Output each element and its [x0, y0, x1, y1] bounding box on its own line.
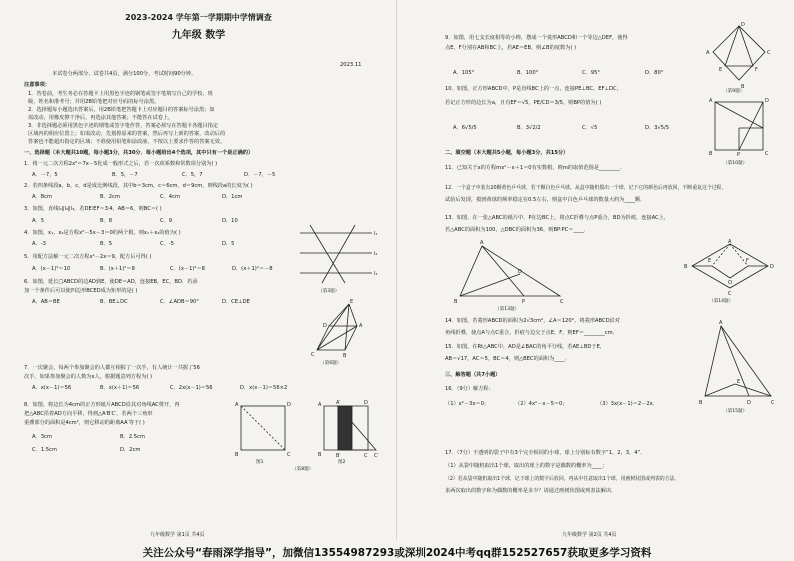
- question-16: 16．（9分）解方程：: [445, 386, 494, 392]
- svg-text:D: D: [747, 400, 751, 406]
- question-17-line4: 求两次取出的数字和为偶数的概率是多少？请通过画树状图或列表法解决．: [445, 488, 617, 494]
- svg-text:E: E: [719, 67, 723, 73]
- svg-text:C: C: [771, 400, 775, 406]
- q4-option-a: A．-3: [32, 241, 46, 247]
- section3-heading: 三、解答题（共7小题）: [445, 372, 501, 378]
- svg-text:D: D: [765, 98, 769, 104]
- question-6-line2: 加一个条件后可以使四边形BCED成为矩形的是( ): [24, 288, 138, 294]
- svg-text:A: A: [728, 239, 732, 245]
- question-5: 5．用配方法解一元二次方程x²－2x＝9，配方后可得( ): [24, 254, 152, 260]
- question-8-line3: 重叠部分的面积是4cm²，则它移动的距离AA′等于( ): [24, 420, 145, 426]
- question-8-line1: 8．如图，将边长为4cm的正方形纸片ABCD沿其对角线AC剪开，再: [24, 402, 180, 408]
- question-17-line1: 17．（7分）不透明的袋子中有3个完全相同的小球，球上分别标有数字“1，2，3，4”．: [445, 450, 646, 456]
- svg-text:O: O: [728, 280, 732, 286]
- svg-text:D: D: [287, 402, 291, 408]
- notice-line: 3．非选择题必须用黑色字迹的钢笔或签字笔作答，答案必须写在答题卡各题目指定: [28, 123, 219, 129]
- figure-q9: [705, 22, 775, 90]
- svg-text:A: A: [480, 240, 484, 246]
- q3-option-c: C．9: [160, 218, 173, 224]
- exam-page-right: [397, 0, 794, 561]
- notice-line: 区域内的相应位置上；如需改动，先划掉原来的答案，然后再写上新的答案，改动后的: [28, 131, 226, 137]
- figure-q8-caption: （第8题）: [292, 467, 314, 472]
- figure-q13: [452, 240, 572, 305]
- svg-text:C: C: [364, 453, 368, 459]
- svg-text:D: D: [364, 400, 368, 406]
- svg-text:B: B: [318, 452, 322, 458]
- q7-option-b: B．x(x＋1)＝56: [100, 385, 140, 391]
- q16-part-3: （3）3x(x－1)＝2－2x．: [597, 401, 658, 407]
- question-13-line2: 若△ABC的面积为100，△DBC的面积为36，则BP∶PC＝____．: [445, 227, 589, 233]
- notice-line: 需改动，用橡皮擦干净后，再选涂其他答案；不能答在试卷上。: [28, 115, 174, 121]
- promo-banner: 关注公众号“春雨深学指导”，加微信13554987293或深圳2024中考qq群152527657获取更多学习资料: [142, 547, 652, 559]
- svg-text:F: F: [746, 258, 749, 264]
- svg-text:A′: A′: [336, 400, 341, 406]
- q6-option-b: B．BE⊥DC: [100, 299, 128, 305]
- exam-subtitle: 九年级 数学: [171, 30, 226, 41]
- svg-text:D: D: [770, 264, 774, 270]
- notice-title: 注意事项：: [24, 82, 50, 88]
- q8-option-b: B．2.5cm: [120, 434, 145, 440]
- q10-option-a: A．6√5/5: [453, 125, 477, 131]
- question-13-line1: 13．如图，在一张△ABC的纸片中，P在边BC上，将点C折叠与点P重合，BD为折痕，连接AC上，: [445, 215, 670, 221]
- exam-title: 2023-2024 学年第一学期期中学情调查: [125, 13, 272, 22]
- q5-option-a: A．(x－1)²＝10: [32, 266, 71, 272]
- svg-text:A: A: [709, 98, 713, 104]
- svg-text:A: A: [235, 402, 239, 408]
- svg-text:D: D: [518, 269, 522, 275]
- svg-text:l₃: l₃: [374, 271, 378, 277]
- q2-option-a: A．8cm: [32, 194, 52, 200]
- svg-text:C′: C′: [374, 453, 379, 459]
- q3-option-b: B．8: [100, 218, 113, 224]
- q4-option-c: C．-5: [160, 241, 174, 247]
- q7-option-a: A．x(x－1)＝56: [32, 385, 72, 391]
- left-page-footer: 九年级数学 第1页 共4页: [150, 532, 205, 538]
- figure-q13-caption: （第13题）: [495, 307, 520, 312]
- question-10-line1: 10．如图，正方形ABCD中，P是直线BC上的一点，连接PE⊥BC，EF⊥DC，: [445, 86, 622, 92]
- exam-intro: 本试卷分两部分，试卷共4页，满分100分，考试时间90分钟。: [52, 71, 197, 77]
- figure-q15-caption: （第15题）: [723, 409, 748, 414]
- q7-option-d: D．x(x－1)＝56×2: [240, 385, 288, 391]
- svg-text:P: P: [737, 152, 741, 158]
- figure-q6: [305, 300, 375, 360]
- question-9-line1: 9．如图，用七支长度相等的小棒，摆成一个菱形ABCD和一个等边△DEF，使得: [445, 35, 628, 41]
- q5-option-b: B．(x＋1)²＝8: [100, 266, 135, 272]
- section2-heading: 二、填空题（本大题共5小题，每小题3分，共15分）: [445, 150, 569, 156]
- question-7-line1: 7．一次聚会，每两个参加聚会的人都互相握了一次手，有人统计一共握了56: [24, 365, 200, 371]
- notice-line: 级、姓名和准考号；并用2B铅笔把对应号码的标号涂黑。: [28, 99, 160, 105]
- question-4: 4．如图，x₁，x₂是方程x²－5x－3＝0的两个根，则x₁＋x₂的值为( ): [24, 230, 181, 236]
- svg-text:D: D: [741, 22, 745, 28]
- figure-q10-caption: （第10题）: [723, 161, 748, 166]
- figure-q14-caption: （第14题）: [709, 299, 734, 304]
- q3-option-a: A．5: [32, 218, 45, 224]
- q7-option-c: C．2x(x－1)＝56: [170, 385, 213, 391]
- question-8-line2: 把△ABC沿着AD方向平移，得到△A′B′C′，若两个三角形: [24, 411, 153, 417]
- figure-q14: [682, 240, 777, 295]
- svg-text:C: C: [765, 151, 769, 157]
- question-10-line2: 若记正方形的边长为a，且有EF＝√5，PE/CD＝3/5，则BP的值为( ): [445, 100, 602, 106]
- svg-text:A: A: [719, 320, 723, 326]
- svg-text:C: C: [767, 50, 771, 56]
- q9-option-d: D．80°: [645, 70, 664, 76]
- question-15-line2: AB＝√17，AC＝5，BC＝4，则△BEC的面积为____．: [445, 356, 570, 362]
- exam-date: 2023.11: [340, 62, 362, 68]
- question-9-line2: 点E，F分别在AB和BC上，若AE＝EB，则∠B的度数为( ): [445, 45, 577, 51]
- svg-text:B: B: [741, 84, 745, 90]
- figure-q6-caption: （第6题）: [320, 361, 342, 366]
- q6-option-a: A．AB＝BE: [32, 299, 60, 305]
- q16-part-1: （1）x²－3x＝0；: [445, 401, 490, 407]
- figure-q8-fig2-caption: 图2: [338, 460, 346, 465]
- svg-text:l₂: l₂: [374, 251, 378, 257]
- question-14-line1: 14．如图，若菱形ABCD的面积为2√3cm²，∠A＝120°，将菱形ABCD沿对: [445, 318, 621, 324]
- right-page-footer: 九年级数学 第2页 共4页: [562, 532, 617, 538]
- question-17-line3: （2）若从袋中随机取出1个球，记下球上的数字后放回，再从中任意取出1个球，用画树状图或列表的方法，: [445, 476, 680, 482]
- svg-text:F: F: [755, 67, 758, 73]
- svg-text:B′: B′: [336, 453, 341, 459]
- figure-q3-caption: （第3题）: [318, 289, 340, 294]
- q5-option-c: C．(x－1)²＝8: [170, 266, 205, 272]
- svg-text:A: A: [318, 402, 322, 408]
- question-11: 11．已知关于x的方程mx²－x＋1＝0有实数根，则m的取值范围是________．: [445, 165, 625, 171]
- svg-text:B: B: [343, 353, 347, 359]
- q9-option-b: B．100°: [517, 70, 539, 76]
- svg-text:B: B: [699, 400, 703, 406]
- notice-line: 答案也不能超出指定的区域；不准使用铅笔和涂改液。不按以上要求作答的答案无效。: [28, 139, 226, 145]
- svg-text:B: B: [684, 264, 688, 270]
- q2-option-b: B．2cm: [100, 194, 120, 200]
- figure-q9-caption: （第9题）: [723, 89, 745, 94]
- q16-part-2: （2）4x²－x－5＝0；: [515, 401, 568, 407]
- q2-option-c: C．4cm: [160, 194, 181, 200]
- q8-option-c: C．1.5cm: [32, 447, 57, 453]
- figure-q3: [300, 225, 380, 290]
- svg-text:P: P: [522, 299, 526, 305]
- svg-text:E: E: [737, 379, 741, 385]
- q4-option-d: D．5: [222, 241, 235, 247]
- notice-line: 1．答卷前，考生务必在答题卡上用黑色字迹的钢笔或签字笔填写自己的学校、班: [28, 91, 213, 97]
- question-12-line2: 试验后发现，摸到黄球的频率稳定在0.5左右，则盒中白色乒乓球的数量大约为____颗．: [445, 197, 646, 203]
- q5-option-d: D．(x＋1)²＝－8: [232, 266, 273, 272]
- question-6-line1: 6．如图，延长□ABCD的边AD到E，使DE＝AD，连接EB，EC，BD．若添: [24, 279, 198, 285]
- q2-option-d: D．1cm: [222, 194, 243, 200]
- svg-text:l₁: l₁: [374, 231, 378, 237]
- q1-option-d: D．－7，－5: [244, 172, 276, 178]
- svg-text:B: B: [235, 452, 239, 458]
- figure-q10: [709, 98, 771, 156]
- notice-line: 2．选择题每小题选出答案后，用2B铅笔把答题卡上对应题目的答案标号涂黑；如: [28, 107, 215, 113]
- svg-text:A: A: [706, 50, 710, 56]
- q3-option-d: D．10: [222, 218, 238, 224]
- question-14-line2: 角线折叠，使点A与点C重合，折痕与边交于点E，F，则EF＝________cm．: [445, 330, 618, 336]
- q9-option-c: C．95°: [582, 70, 601, 76]
- svg-text:A: A: [359, 323, 363, 329]
- svg-text:C: C: [728, 291, 732, 297]
- question-1: 1．将一元二次方程2x²＝7x－5化成一般形式之后，若一次项系数和常数项分别为( ): [24, 161, 218, 167]
- q6-option-d: D．CE⊥DE: [222, 299, 250, 305]
- q9-option-a: A．105°: [453, 70, 475, 76]
- question-15-line1: 15．如图，在Rt△ABC中，AD是∠BAC的角平分线，若AE⊥BD于E，: [445, 344, 606, 350]
- section1-heading: 一、选择题（本大题共10题，每小题3分，共30分．每小题给出4个选项，其中只有一个是正确的）: [24, 150, 254, 156]
- figure-q15: [699, 320, 781, 405]
- q10-option-d: D．3√5/5: [645, 125, 670, 131]
- question-2: 2．若四条线段a，b，c，d是成比例线段，其中b＝3cm，c＝6cm，d＝9cm，则线段a的长度为( ): [24, 183, 253, 189]
- question-3: 3．如图，直线l₁∥l₂∥l₃，若DE∶EF＝3∶4，AB＝6，则BC＝( ): [24, 206, 162, 212]
- svg-text:D: D: [323, 323, 327, 329]
- figure-q8-fig2: [318, 400, 380, 460]
- q1-option-a: A．－7，5: [32, 172, 58, 178]
- q6-option-c: C．∠ADB＝90°: [160, 299, 199, 305]
- figure-q8-fig1: [235, 400, 295, 460]
- q1-option-c: C．5，7: [182, 172, 203, 178]
- q10-option-b: B．3√2/2: [517, 125, 541, 131]
- q4-option-b: B．5: [100, 241, 113, 247]
- q10-option-c: C．√5: [582, 125, 598, 131]
- question-7-line2: 次手，如果参加聚会的人数为x人，根据题意列方程为( ): [24, 374, 153, 380]
- svg-text:B: B: [454, 299, 458, 305]
- svg-text:C: C: [311, 352, 315, 358]
- q8-option-a: A．3cm: [32, 434, 52, 440]
- svg-text:E: E: [350, 299, 354, 305]
- svg-text:C: C: [287, 452, 291, 458]
- figure-q8-fig1-caption: 图1: [256, 460, 264, 465]
- q1-option-b: B．5，－7: [112, 172, 138, 178]
- svg-text:C: C: [560, 299, 564, 305]
- svg-text:E: E: [708, 258, 712, 264]
- question-17-line2: （1）从袋中随机取出1个球，取出的球上的数字是偶数的概率为____；: [445, 463, 608, 469]
- question-12-line1: 12．一个盒子中装有20颗黄色乒乓球，若干颗白色乒乓球，从盒中随机摸出一个球，记下它的颜色后再放回，不断重复这个过程，: [445, 185, 727, 191]
- svg-text:B: B: [709, 151, 713, 157]
- q8-option-d: D．2cm: [120, 447, 141, 453]
